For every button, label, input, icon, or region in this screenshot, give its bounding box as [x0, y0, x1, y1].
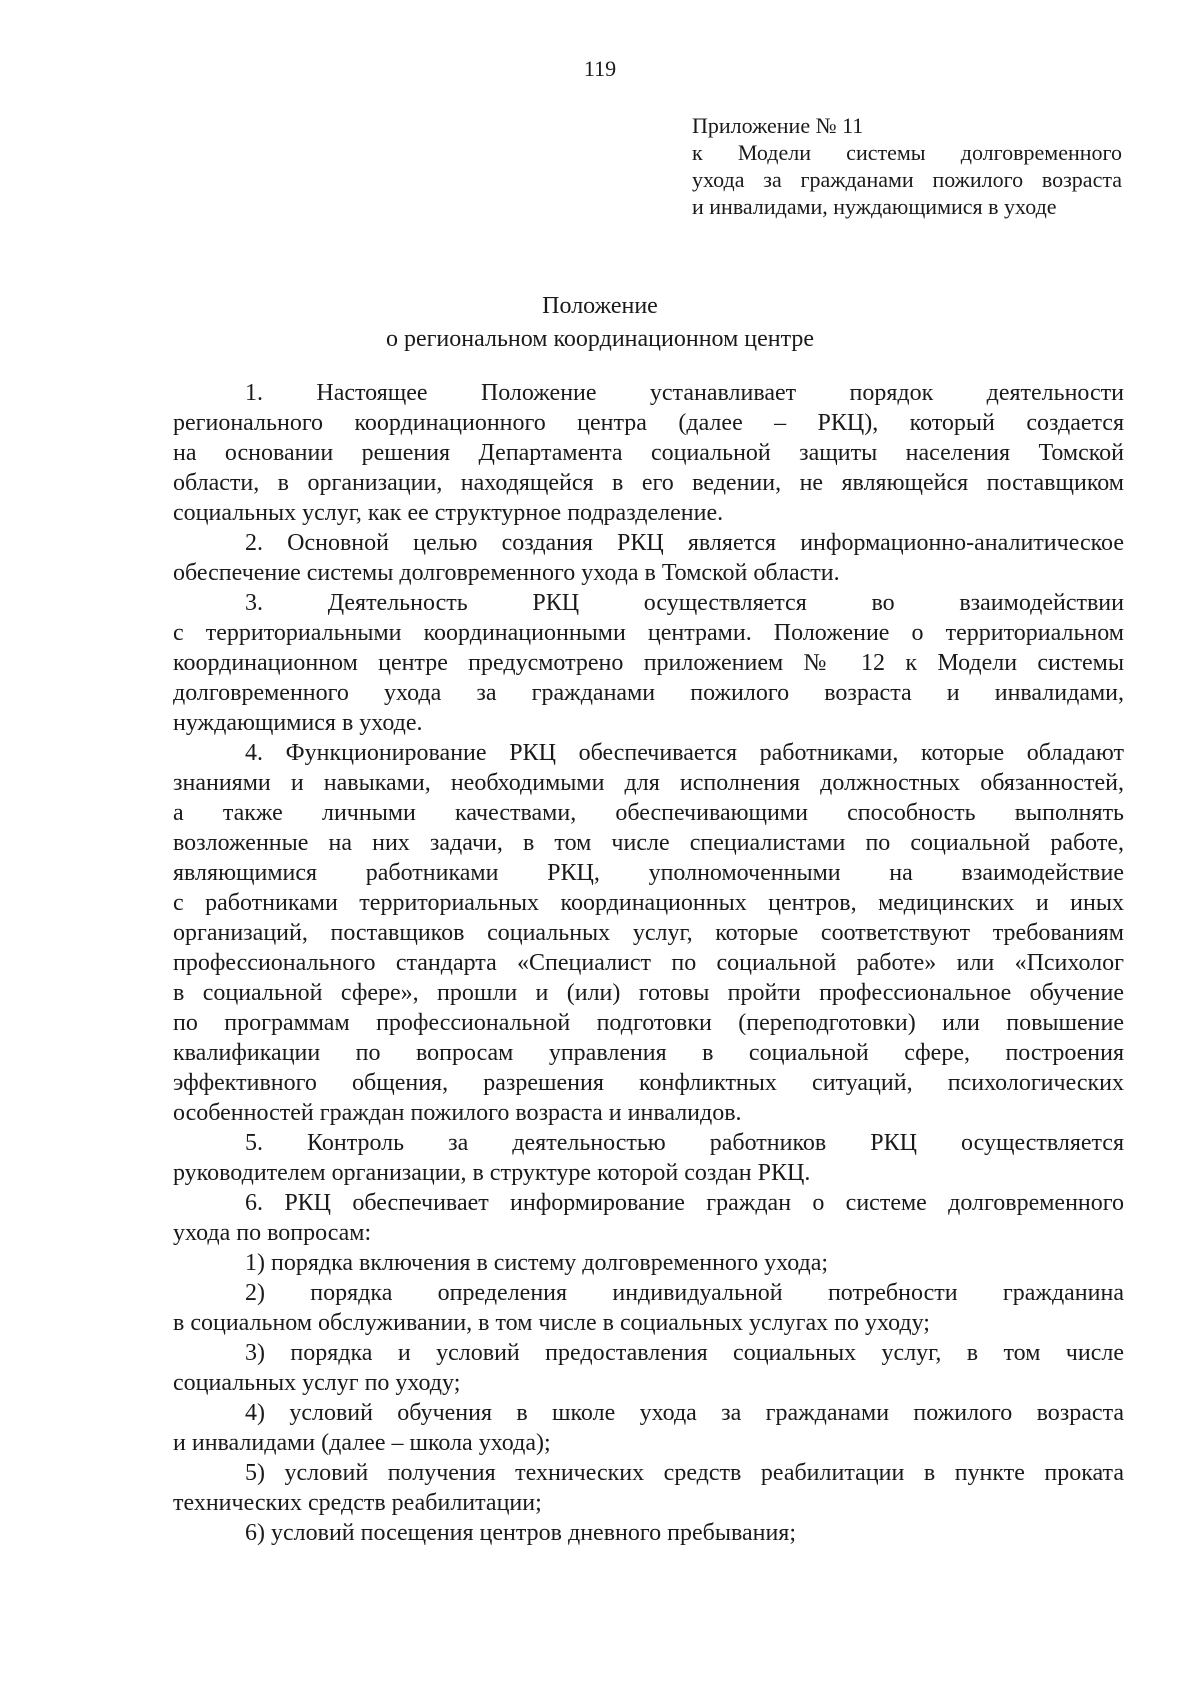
body-line: 3) порядка и условий предоставления социальных услуг, в том числе	[245, 1340, 1124, 1366]
body-line: руководителем организации, в структуре которой создан РКЦ.	[173, 1160, 811, 1186]
body-line: квалификации по вопросам управления в социальной сфере, построения	[173, 1040, 1124, 1066]
title-line: Положение	[542, 293, 658, 319]
body-line: а также личными качествами, обеспечивающими способность выполнять	[173, 800, 1124, 826]
page-number: 119	[583, 56, 617, 81]
body-line: профессионального стандарта «Специалист по социальной работе» или «Психолог	[173, 950, 1124, 976]
body-line: координационном центре предусмотрено приложением № 12 к Модели системы	[173, 650, 1124, 676]
appendix-header	[692, 112, 1122, 220]
body-line: на основании решения Департамента социальной защиты населения Томской	[173, 440, 1124, 466]
body-line: нуждающимися в уходе.	[173, 710, 423, 736]
body-line: регионального координационного центра (далее – РКЦ), который создается	[173, 410, 1124, 436]
body-line: с территориальными координационными центрами. Положение о территориальном	[173, 620, 1124, 646]
body-line: долговременного ухода за гражданами пожилого возраста и инвалидами,	[173, 680, 1124, 706]
appendix-line: и инвалидами, нуждающимися в уходе	[692, 194, 1057, 219]
body-line: 4. Функционирование РКЦ обеспечивается работниками, которые обладают	[245, 740, 1124, 766]
body-line: 5. Контроль за деятельностью работников РКЦ осуществляется	[245, 1130, 1124, 1156]
body-line: эффективного общения, разрешения конфликтных ситуаций, психологических	[173, 1070, 1124, 1096]
body-line: и инвалидами (далее – школа ухода);	[173, 1430, 551, 1456]
body-line: 3. Деятельность РКЦ осуществляется во взаимодействии	[245, 590, 1124, 616]
body-line: области, в организации, находящейся в его ведении, не являющейся поставщиком	[173, 470, 1124, 496]
body-line: 2. Основной целью создания РКЦ является информационно-аналитическое	[245, 530, 1124, 556]
body-line: социальных услуг, как ее структурное подразделение.	[173, 500, 724, 526]
body-line: 6) условий посещения центров дневного пребывания;	[245, 1520, 797, 1546]
body-line: с работниками территориальных координационных центров, медицинских и иных	[173, 890, 1124, 916]
body-line: технических средств реабилитации;	[173, 1490, 542, 1516]
body-line: знаниями и навыками, необходимыми для исполнения должностных обязанностей,	[173, 770, 1124, 796]
body-line: 4) условий обучения в школе ухода за гражданами пожилого возраста	[245, 1400, 1124, 1426]
body-line: в социальном обслуживании, в том числе в социальных услугах по уходу;	[173, 1310, 930, 1336]
appendix-line: к Модели системы долговременного	[692, 140, 1122, 165]
appendix-line: Приложение № 11	[692, 113, 864, 138]
body-line: возложенные на них задачи, в том числе специалистами по социальной работе,	[173, 830, 1124, 856]
body-line: обеспечение системы долговременного ухода в Томской области.	[173, 560, 840, 586]
body-line: 5) условий получения технических средств реабилитации в пункте проката	[245, 1460, 1124, 1486]
body-line: по программам профессиональной подготовки (переподготовки) или повышение	[173, 1010, 1124, 1036]
document-body	[173, 378, 1124, 1548]
body-line: социальных услуг по уходу;	[173, 1370, 461, 1396]
body-line: в социальной сфере», прошли и (или) готовы пройти профессиональное обучение	[173, 980, 1124, 1006]
document-title	[0, 290, 1200, 356]
body-line: 2) порядка определения индивидуальной потребности гражданина	[245, 1280, 1124, 1306]
body-line: особенностей граждан пожилого возраста и инвалидов.	[173, 1100, 742, 1126]
body-line: 6. РКЦ обеспечивает информирование граждан о системе долговременного	[245, 1190, 1124, 1216]
body-line: ухода по вопросам:	[173, 1220, 372, 1246]
appendix-line: ухода за гражданами пожилого возраста	[692, 167, 1122, 192]
body-line: являющимися работниками РКЦ, уполномоченными на взаимодействие	[173, 860, 1124, 886]
title-line: о региональном координационном центре	[385, 326, 815, 352]
body-line: 1) порядка включения в систему долговременного ухода;	[245, 1250, 829, 1276]
body-line: организаций, поставщиков социальных услуг, которые соответствуют требованиям	[173, 920, 1124, 946]
body-line: 1. Настоящее Положение устанавливает порядок деятельности	[245, 380, 1124, 406]
